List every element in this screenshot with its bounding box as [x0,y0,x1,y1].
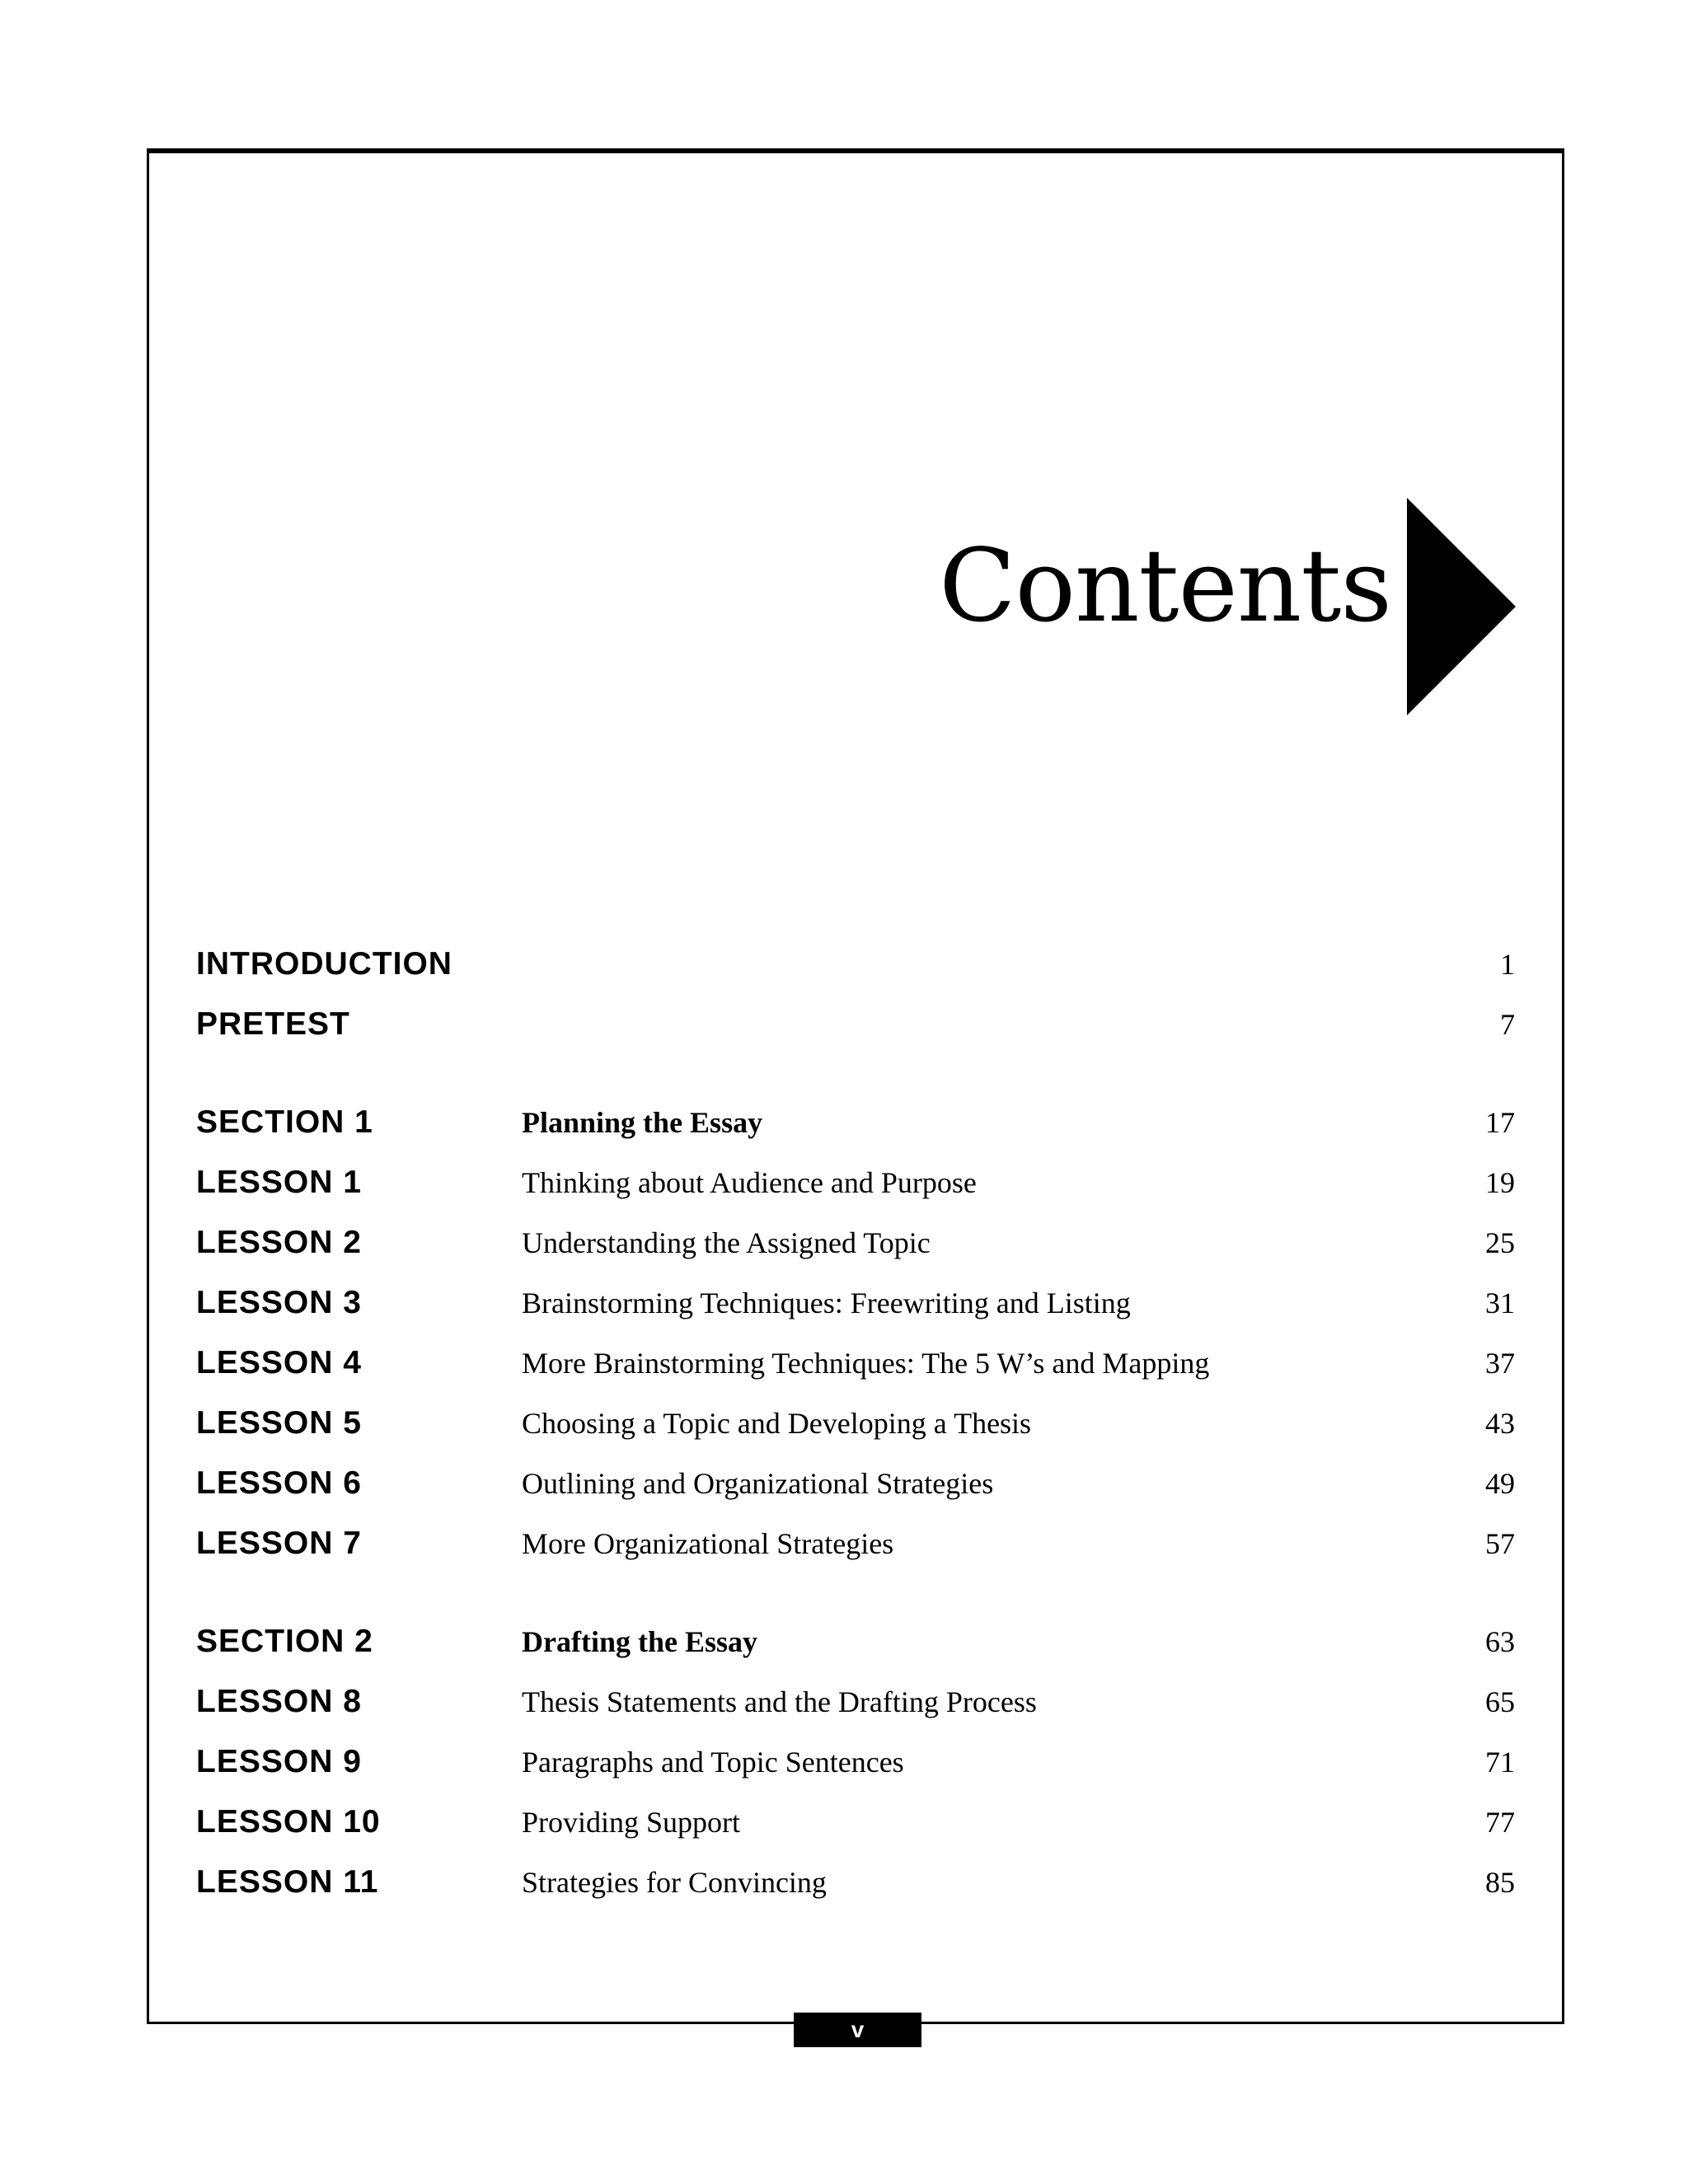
toc-page-number: 17 [1485,1106,1515,1139]
toc-page-number: 31 [1485,1286,1515,1319]
toc-row-lesson-1[interactable] [0,1162,1688,1203]
toc-label: SECTION 2 [196,1624,373,1659]
toc-page-number: 49 [1485,1467,1515,1500]
toc-page-number: 85 [1485,1866,1515,1899]
toc-label: LESSON 7 [196,1526,362,1561]
toc-label: LESSON 6 [196,1465,362,1501]
toc-row-pretest[interactable] [0,1004,1688,1045]
toc-label: LESSON 10 [196,1804,381,1840]
toc-lesson-title: More Brainstorming Techniques: The 5 W’s and Mapping [522,1347,1210,1380]
toc-lesson-title: Paragraphs and Topic Sentences [522,1746,904,1779]
toc-lesson-title: Brainstorming Techniques: Freewriting and Listing [522,1286,1131,1319]
toc-page-number: 65 [1485,1685,1515,1718]
toc-label: PRETEST [196,1006,350,1042]
toc-row-lesson-4[interactable] [0,1343,1688,1384]
toc-label: INTRODUCTION [196,946,452,982]
toc-page-number: 43 [1485,1407,1515,1440]
toc-row-section-2[interactable] [0,1621,1688,1662]
page-folio: v [794,2013,921,2047]
toc-label: LESSON 11 [196,1864,379,1900]
toc-lesson-title: Thinking about Audience and Purpose [522,1166,977,1199]
toc-lesson-title: Thesis Statements and the Drafting Process [522,1685,1037,1718]
toc-label: LESSON 3 [196,1285,362,1320]
toc-page-number: 1 [1500,948,1515,981]
toc-row-lesson-8[interactable] [0,1681,1688,1722]
toc-label: LESSON 1 [196,1165,362,1200]
toc-page-number: 25 [1485,1226,1515,1259]
page-title: Contents [939,527,1391,644]
toc-row-lesson-7[interactable] [0,1523,1688,1564]
toc-label: LESSON 9 [196,1744,362,1779]
toc-page-number: 57 [1485,1527,1515,1560]
toc-lesson-title: Choosing a Topic and Developing a Thesis [522,1407,1032,1440]
toc-label: SECTION 1 [196,1104,373,1140]
toc-row-section-1[interactable] [0,1102,1688,1143]
toc-row-lesson-6[interactable] [0,1463,1688,1504]
toc-row-introduction[interactable] [0,944,1688,985]
toc-page-number: 37 [1485,1347,1515,1380]
toc-page-number: 77 [1485,1806,1515,1839]
toc-row-lesson-10[interactable] [0,1802,1688,1843]
toc-lesson-title: More Organizational Strategies [522,1527,894,1560]
toc-label: LESSON 2 [196,1225,362,1260]
toc-row-lesson-11[interactable] [0,1862,1688,1903]
toc-lesson-title: Providing Support [522,1806,741,1839]
toc-row-lesson-3[interactable] [0,1282,1688,1324]
toc-row-lesson-5[interactable] [0,1403,1688,1444]
toc-section-title: Drafting the Essay [522,1625,757,1658]
toc-row-lesson-9[interactable] [0,1741,1688,1783]
toc-lesson-title: Understanding the Assigned Topic [522,1226,931,1259]
toc-lesson-title: Strategies for Convincing [522,1866,827,1899]
toc-row-lesson-2[interactable] [0,1222,1688,1263]
toc-page-number: 63 [1485,1625,1515,1658]
toc-lesson-title: Outlining and Organizational Strategies [522,1467,994,1500]
toc-label: LESSON 5 [196,1405,362,1441]
toc-label: LESSON 8 [196,1684,362,1719]
toc-page-number: 7 [1500,1008,1515,1041]
play-arrow-icon [1407,498,1516,715]
toc-page-number: 71 [1485,1746,1515,1779]
toc-section-title: Planning the Essay [522,1106,763,1139]
toc-page-number: 19 [1485,1166,1515,1199]
toc-label: LESSON 4 [196,1345,362,1380]
